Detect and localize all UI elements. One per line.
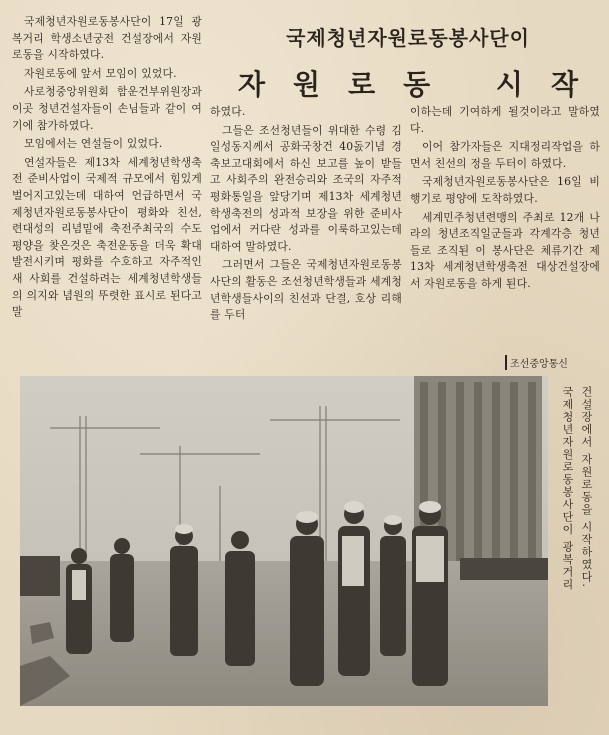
article-paragraph: 모임에서는 연설들이 있었다. xyxy=(24,137,163,151)
article-column-middle xyxy=(210,104,402,326)
headline xyxy=(208,8,608,102)
photo-caption-line1: 국제청년자원로동봉사단이 광복거리 xyxy=(561,386,574,591)
article-paragraph: 세계민주청년련맹의 주최로 12개 나라의 청년조직일군들과 각계각층 청년들로 조직된 이 봉사단은 체류기간 제13차 세계청년학생축전 대상건설장에서 자원로동을 하게 된다. xyxy=(410,210,600,290)
article-paragraph: 연설자들은 제13차 세계청년학생축전 준비사업이 국제적 규모에서 힘있게 벌어지고있는데 대하여 언급하면서 국제청년자원로동봉사단이 평화와 친선, 련대성의 리념밑에 축전주최국의 수도 평양을 찾은것은 축전운동을 더욱 확대발전시키며 평화를 수호하고 자주적인 새 사회를 건설하려는 세계청년학생들의 의지와 념원의 뚜렷한 표시로 된다고 말 xyxy=(12,155,202,319)
article-paragraph: 국제청년자원로동봉사단은 16일 비행기로 평양에 도착하였다. xyxy=(410,175,600,205)
article-paragraph: 국제청년자원로동봉사단이 17일 광복거리 학생소년궁전 건설장에서 자원로동을 시작하였다. xyxy=(12,15,202,62)
article-paragraph: 자원로동에 앞서 모임이 있었다. xyxy=(24,66,177,80)
headline-line1: 국제청년자원로동봉사단이 xyxy=(286,26,530,50)
article-paragraph: 그들은 조선청년들이 위대한 수령 김일성동지께서 공화국창건 40돐기념 경축보고대회에서 하신 보고를 높이 받들고 사회주의 완전승리와 조국의 자주적 평화통일을 앞당기며 제13차 세계청년학생축전의 성과적 보장을 위한 준비사업에서 커다란 성과를 이룩하고있는데 대하여 말하였다. xyxy=(210,123,402,253)
news-photo xyxy=(20,376,548,706)
article-paragraph: 그러면서 그들은 국제청년자원로동봉사단의 활동은 조선청년학생들과 세계청년학생들사이의 친선과 단결, 호상 리해를 두터 xyxy=(210,258,402,322)
photo-caption-line2: 건설장에서 자원로동을 시작하였다. xyxy=(580,386,593,589)
construction-site-photo xyxy=(20,376,548,706)
article-paragraph: 하였다. xyxy=(210,105,246,118)
article-column-left xyxy=(12,14,202,323)
article-paragraph: 이어 참가자들은 지대정리작업을 하면서 친선의 정을 두터이 하였다. xyxy=(410,140,600,170)
article-paragraph: 사로청중앙위원회 함운건부위원장과 이곳 청년건설자들이 손님들과 같이 여기에 참가하였다. xyxy=(12,85,202,132)
article-column-right xyxy=(410,104,600,295)
news-agency-credit: 조선중앙통신 xyxy=(505,355,568,370)
headline-line2: 자원로동 시작 xyxy=(237,68,607,101)
article-paragraph: 이하는데 기여하게 될것이라고 말하였다. xyxy=(410,105,600,135)
